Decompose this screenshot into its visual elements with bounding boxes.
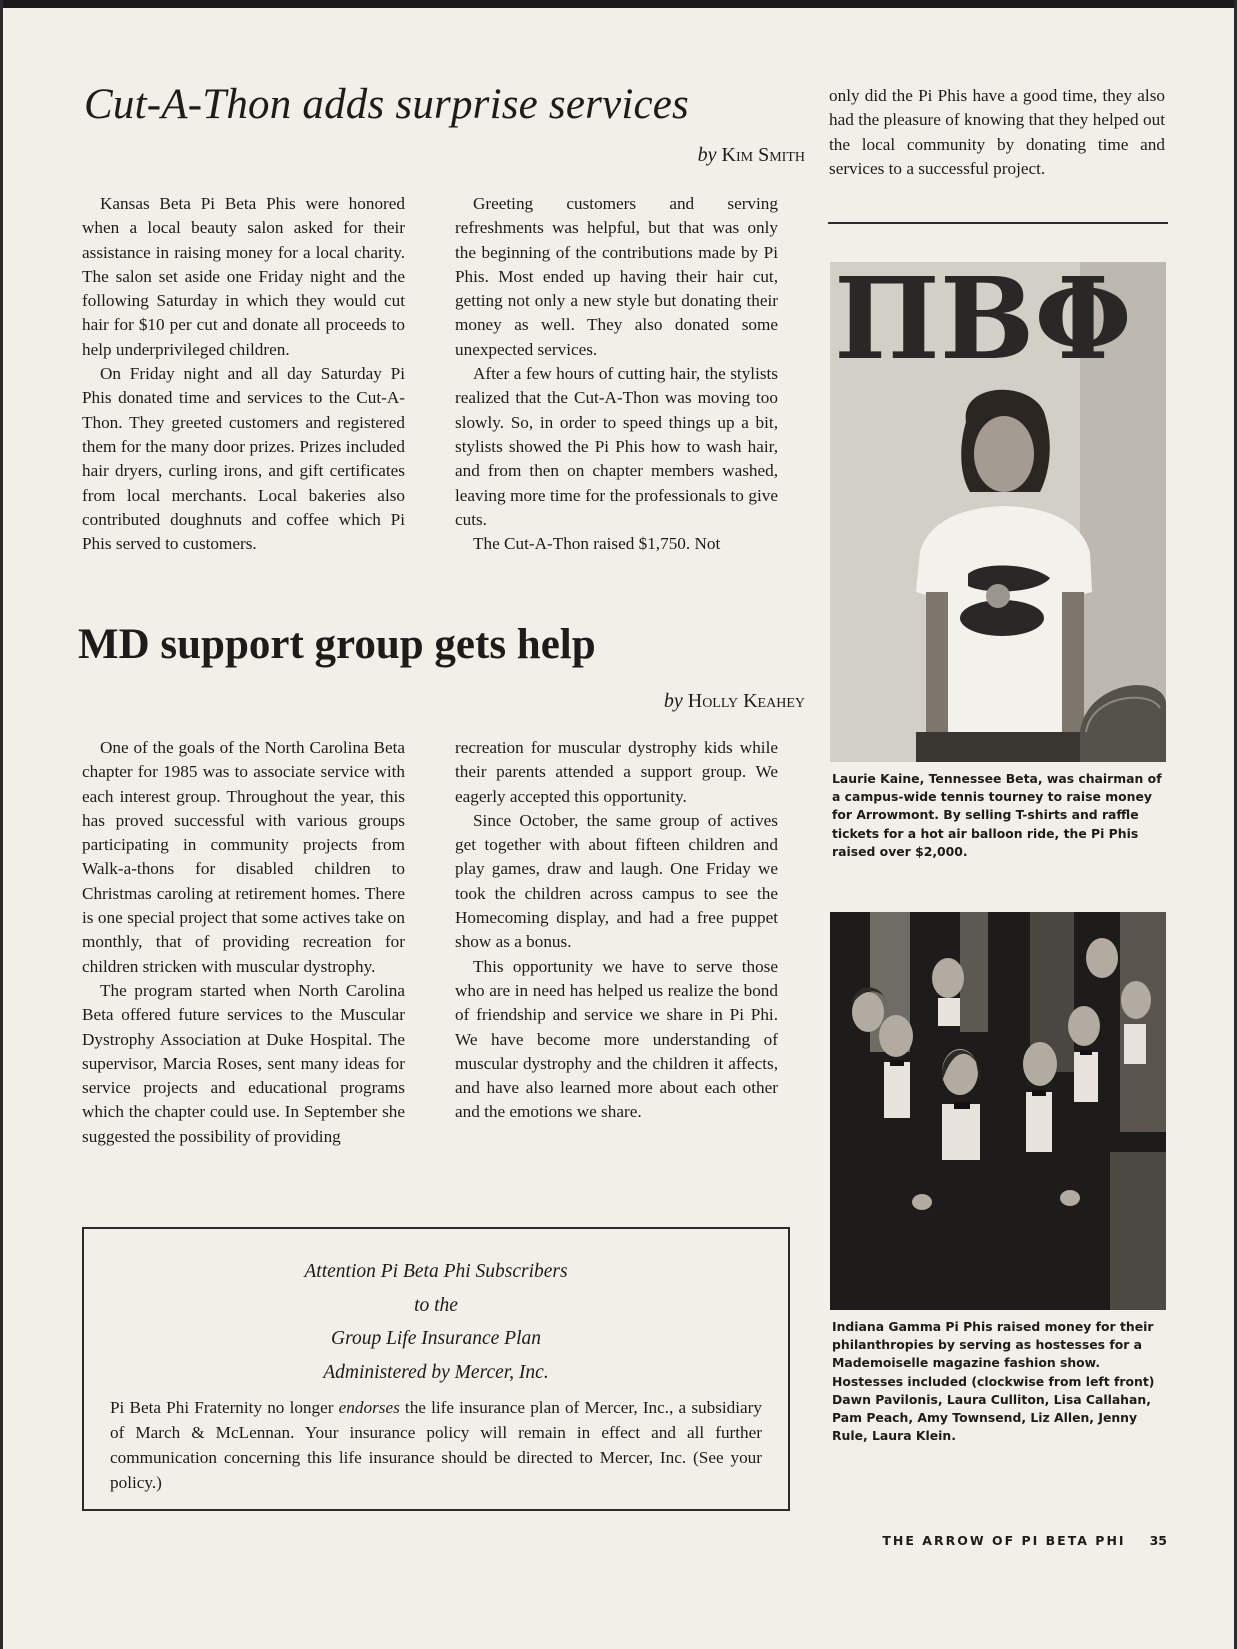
insurance-notice-box (82, 1227, 790, 1511)
article2-byline-name: Holly Keahey (687, 690, 805, 712)
column-divider-rule (828, 222, 1168, 224)
photo-hostesses-image (830, 912, 1166, 1310)
paragraph: On Friday night and all day Saturday Pi Phis donated time and services to the Cut-A-Thon. They greeted customers and registered them for the many door prizes. Prizes included hair dryers, curling irons, and gift certificates from local merchants. Local bakeries also contributed doughnuts and coffee which Pi Phis served to customers. (82, 364, 405, 554)
page-top-border (0, 0, 1237, 8)
paragraph: recreation for muscular dystrophy kids while their parents attended a support group. We eagerly accepted this opportunity. (455, 738, 778, 806)
page-number: 35 (1149, 1533, 1167, 1548)
paragraph: After a few hours of cutting hair, the stylists realized that the Cut-A-Thon was moving too slowly. So, in order to speed things up a bit, stylists showed the Pi Phis how to wash hair, and from then on chapter members washed, leaving more time for the professionals to give cuts. (455, 364, 778, 529)
article2-column-2 (455, 736, 778, 1125)
paragraph: Kansas Beta Pi Beta Phis were honored when a local beauty salon asked for their assistance in raising money for a local charity. The salon set aside one Friday night and the following Saturday in which they would cut hair for $10 per cut and donate all proceeds to help underprivileged children. (82, 194, 405, 359)
notice-heading (84, 1255, 788, 1389)
photo2-caption: Indiana Gamma Pi Phis raised money for their philanthropies by serving as hostesses for a Mademoiselle magazine fashion show. Hostesses included (clockwise from left front) Dawn Pavilonis, Laura Culliton, Lisa Callahan, Pam Peach, Amy Townsend, Liz Allen, Jenny Rule, Laura Klein. (832, 1319, 1155, 1444)
article1-byline-name: Kim Smith (721, 144, 805, 166)
notice-heading-line-4: Administered by Mercer, Inc. (323, 1361, 549, 1383)
page-footer (882, 1533, 1167, 1548)
paragraph: only did the Pi Phis have a good time, they also had the pleasure of knowing that they helped out the local community by donating time and services to a successful project. (829, 86, 1165, 178)
article2-column-1 (82, 736, 405, 1149)
article2-byline (664, 690, 805, 713)
notice-heading-line-2: to the (414, 1294, 458, 1316)
paragraph: Greeting customers and serving refreshments was helpful, but that was only the beginning of the contributions made by Pi Phis. Most ended up having their hair cut, getting not only a new style but donating their money as well. They also donated some unexpected services. (455, 194, 778, 359)
article1-byline (698, 144, 805, 167)
paragraph: This opportunity we have to serve those who are in need has helped us realize the bond of friendship and service we share in Pi Phi. We have become more understanding of muscular dystrophy and the children it affects, and have also learned more about each other and the emotions we share. (455, 956, 778, 1122)
notice-body-emphasis: endorses (338, 1398, 400, 1417)
article2-byline-prefix: by (663, 690, 683, 712)
notice-body (110, 1395, 762, 1495)
paragraph: One of the goals of the North Carolina Beta chapter for 1985 was to associate service with each interest group. Throughout the year, this has proved successful with various groups participating in community projects from Walk-a-thons for disabled children to Christmas caroling at retirement homes. There is one special project that some actives take on monthly, that of providing recreation for children stricken with muscular dystrophy. (82, 738, 405, 976)
article1-column-3 (829, 84, 1165, 181)
greek-letters-sign: ΠΒΦ (834, 262, 1132, 385)
article1-headline: Cut-A-Thon adds surprise services (84, 81, 689, 128)
notice-body-part-2: the life insurance plan of Mercer, Inc., a subsidiary of March & McLennan. Your insurance policy will remain in effect and all further communication concerning this life insurance should be directed to Mercer, Inc. (See your policy.) (110, 1398, 762, 1492)
photo-indiana-gamma-hostesses (830, 912, 1166, 1310)
article1-column-1 (82, 192, 405, 556)
photo-tennis-chairman-image (830, 262, 1166, 762)
photo1-caption: Laurie Kaine, Tennessee Beta, was chairman of a campus-wide tennis tourney to raise money for Arrowmont. By selling T-shirts and raffle tickets for a hot air balloon ride, the Pi Phis raised over $2,000. (832, 771, 1162, 859)
notice-heading-line-3: Group Life Insurance Plan (331, 1328, 541, 1349)
article1-column-2 (455, 192, 778, 556)
paragraph: Since October, the same group of actives get together with about fifteen children and play games, draw and laugh. One Friday we took the children across campus to see the Homecoming display, and had a free puppet show as a bonus. (455, 810, 778, 952)
paragraph: The program started when North Carolina Beta offered future services to the Muscular Dystrophy Association at Duke Hospital. The supervisor, Marcia Roses, sent many ideas for service projects and educational programs which the chapter could use. In September she suggested the possibility of providing (82, 980, 405, 1146)
publication-name: THE ARROW OF PI BETA PHI (882, 1533, 1126, 1548)
article2-headline: MD support group gets help (78, 621, 596, 668)
paragraph: The Cut-A-Thon raised $1,750. Not (473, 534, 721, 554)
page-left-border (0, 0, 3, 1649)
article1-byline-prefix: by (697, 144, 717, 166)
notice-heading-line-1: Attention Pi Beta Phi Subscribers (304, 1261, 568, 1282)
photo-tennis-chairman (830, 262, 1166, 762)
notice-body-part-1: Pi Beta Phi Fraternity no longer (110, 1398, 339, 1417)
